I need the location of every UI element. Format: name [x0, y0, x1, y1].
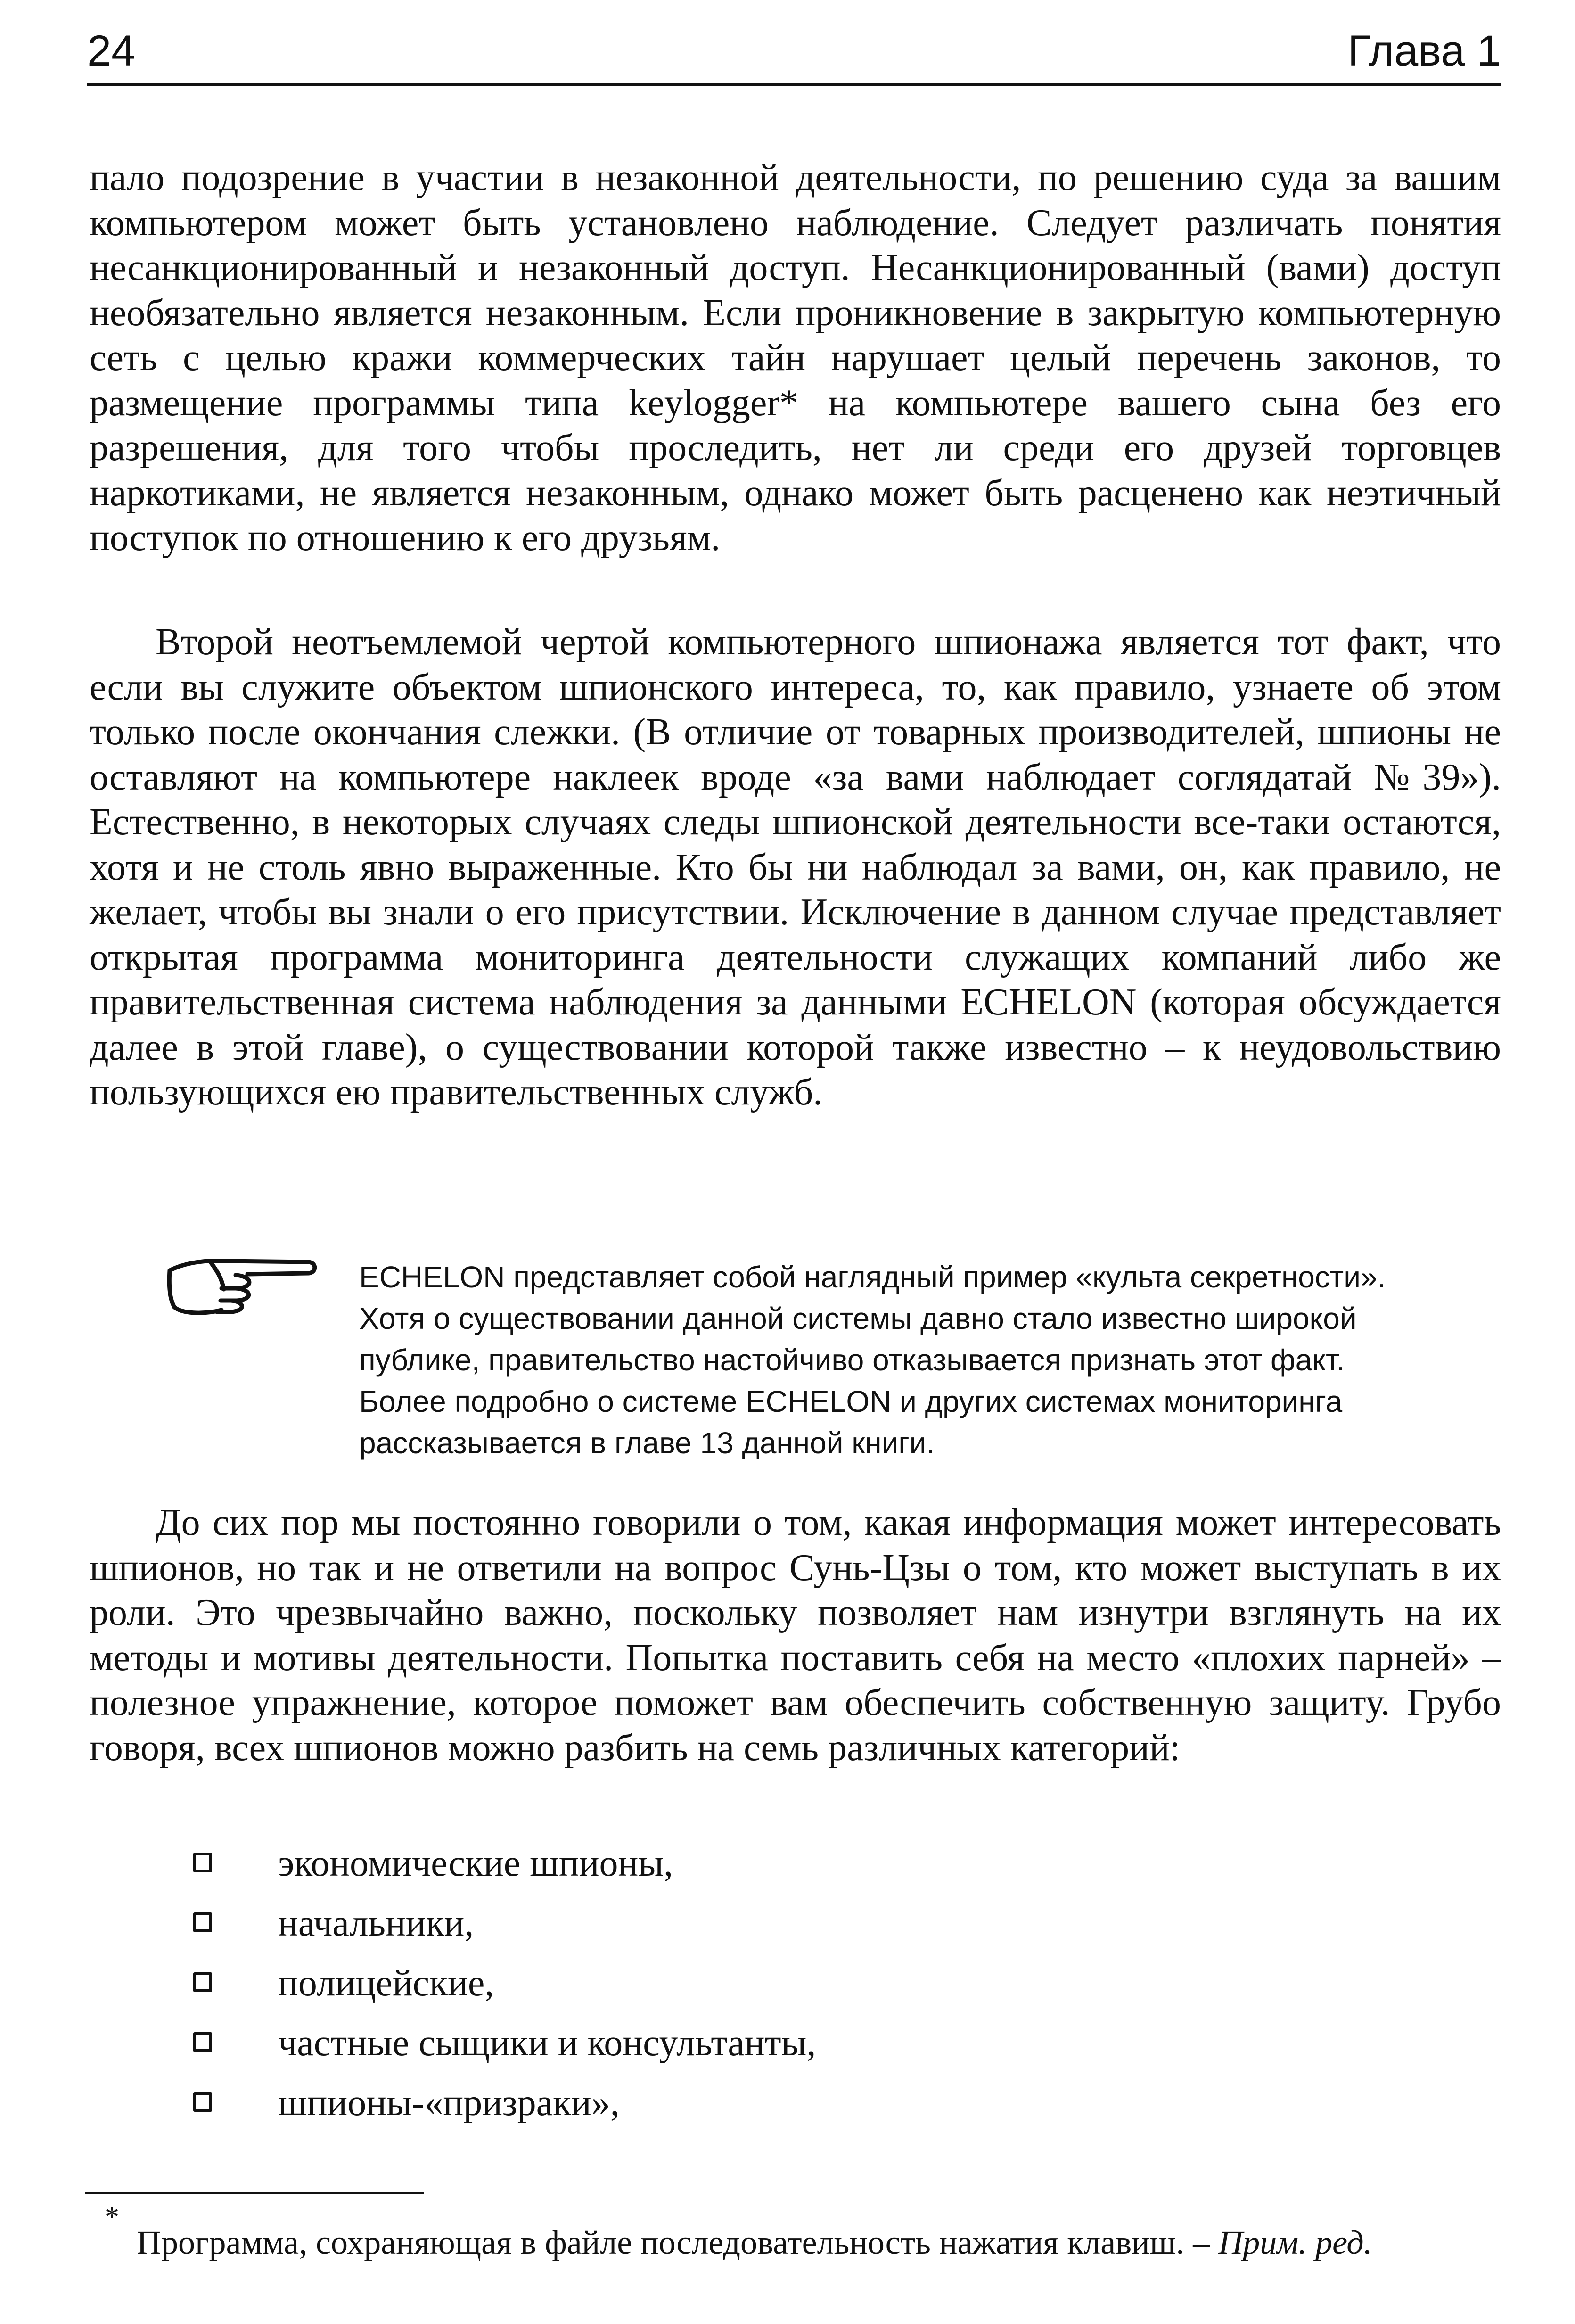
list-item: полицейские,	[193, 1953, 1466, 2013]
page-number: 24	[87, 27, 136, 75]
checkbox-bullet-icon	[193, 1972, 212, 1992]
footnote-mark: *	[105, 2201, 119, 2233]
paragraph-1: пало подозрение в участии в незаконной деятельности, по решению суда за вашим компьютером может быть установлено наблюдение. Следует различать понятия несанкционированный и незаконный доступ. Несанкционированный (вами) доступ необязательно является незаконным. Если проникновение в закрытую компьютерную сеть с целью кражи коммерческих тайн нарушает целый перечень законов, то размещение программы типа keylogger* на компьютере вашего сына без его разрешения, для того чтобы проследить, нет ли среди его друзей торговцев наркотиками, не является незаконным, однако может быть расценено как неэтичный поступок по отношению к его друзьям.	[90, 157, 1501, 559]
list-item: экономические шпионы,	[193, 1834, 1466, 1894]
checkbox-bullet-icon	[193, 1853, 212, 1872]
list-item: частные сыщики и консультанты,	[193, 2013, 1466, 2073]
list-item: начальники,	[193, 1894, 1466, 1953]
chapter-title: Глава 1	[1347, 27, 1501, 75]
note-text: ECHELON представляет собой наглядный пример «культа секретности». Хотя о существовании данной системы давно стало известно широкой публике, правительство настойчиво отказывается признать этот факт. Более подробно о системе ECHELON и других системах мониторинга рассказывается в главе 13 данной книги.	[359, 1260, 1386, 1460]
page-header	[87, 29, 1501, 91]
spy-categories-list	[193, 1834, 1466, 2133]
list-item: шпионы-«призраки»,	[193, 2073, 1466, 2133]
footnote-editor-note: Прим. ред.	[1218, 2224, 1372, 2261]
footnote-text: Программа, сохраняющая в файле последовательность нажатия клавиш. –	[137, 2224, 1210, 2261]
footnote-rule	[85, 2192, 424, 2194]
checkbox-bullet-icon	[193, 2032, 212, 2052]
checkbox-bullet-icon	[193, 1912, 212, 1932]
pointing-hand-icon	[165, 1252, 320, 1322]
paragraph-2: Второй неотъемлемой чертой компьютерного шпионажа является тот факт, что если вы служите объектом шпионского интереса, то, как правило, узнаете об этом только после окончания слежки. (В отличие от товарных производителей, шпионы не оставляют на компьютере наклеек вроде «за вами наблюдает соглядатай №39»). Естественно, в некоторых случаях следы шпионской деятельности все-таки остаются, хотя и не столь явно выраженные. Кто бы ни наблюдал за вами, он, как правило, не желает, чтобы вы знали о его присутствии. Исключение в данном случае представляет открытая программа мониторинга деятельности служащих компаний либо же правительственная система наблюдения за данными ECHELON (которая обсуждается далее в этой главе), о существовании которой также известно – к неудовольствию пользующихся ею правительственных служб.	[90, 621, 1501, 1113]
header-rule	[87, 83, 1501, 86]
paragraph-3: До сих пор мы постоянно говорили о том, какая информация может интересовать шпионов, но так и не ответили на вопрос Сунь-Цзы о том, кто может выступать в их роли. Это чрезвычайно важно, поскольку позволяет нам изнутри взглянуть на их методы и мотивы деятельности. Попытка поставить себя на место «плохих парней» – полезное упражнение, которое поможет вам обеспечить собственную защиту. Грубо говоря, всех шпионов можно разбить на семь различных категорий:	[90, 1502, 1501, 1769]
checkbox-bullet-icon	[193, 2092, 212, 2112]
footnote	[137, 2220, 1499, 2265]
